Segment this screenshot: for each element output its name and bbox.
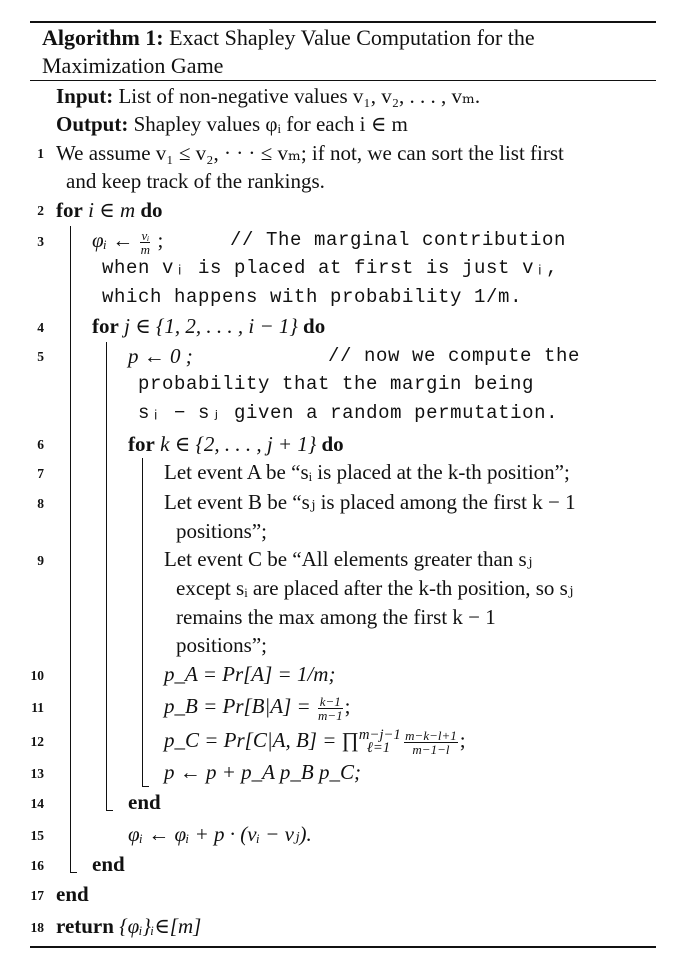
comment-text: // The marginal contribution <box>230 229 567 251</box>
step-line <box>176 631 267 659</box>
step-text: i ∈ m <box>82 198 141 222</box>
top-rule <box>30 21 656 23</box>
algorithm-title <box>42 24 642 80</box>
fraction-numerator: k−1 <box>319 693 341 709</box>
line-number: 10 <box>30 668 44 683</box>
input-text: List of non-negative values v₁, v₂, . . . , vₘ. <box>118 84 481 108</box>
step-line <box>164 692 350 722</box>
line-number: 12 <box>30 734 44 749</box>
keyword: return <box>56 914 114 938</box>
step-line <box>176 517 267 545</box>
line-number: 2 <box>37 203 44 218</box>
comment-text: sᵢ − sⱼ given a random permutation. <box>138 402 559 424</box>
line-number: 6 <box>37 437 44 452</box>
step-line <box>176 574 573 602</box>
keyword: end <box>92 852 125 876</box>
product-lower-bound: ℓ=1 <box>366 740 391 757</box>
step-text: Let event A be “sᵢ is placed at the k-th position”; <box>164 460 570 484</box>
step-line <box>56 880 89 908</box>
keyword: do <box>321 432 344 456</box>
comment <box>230 226 566 254</box>
for-block-bar <box>106 342 107 810</box>
step-text: positions”; <box>176 633 268 657</box>
bottom-rule <box>30 946 656 948</box>
fraction-denominator: m−1 <box>317 707 343 723</box>
step-line <box>164 458 570 486</box>
fraction <box>140 229 150 256</box>
step-text: ; <box>152 228 164 252</box>
step-line <box>164 726 466 756</box>
step-text: k ∈ {2, . . . , j + 1} <box>154 432 322 456</box>
for-block-end-tick <box>70 872 77 873</box>
for-block-bar <box>70 226 71 872</box>
line-number: 7 <box>37 466 44 481</box>
keyword: for <box>128 432 155 456</box>
line-number: 15 <box>30 828 44 843</box>
algorithm-label: Algorithm 1: <box>42 25 164 50</box>
step-text: φᵢ ← <box>92 228 139 252</box>
for-block-end-tick <box>106 810 113 811</box>
step-line <box>128 820 312 848</box>
line-number: 1 <box>37 146 44 161</box>
line-number: 13 <box>30 766 44 781</box>
step-line <box>92 226 163 256</box>
output-text: Shapley values φᵢ for each i ∈ m <box>133 112 408 136</box>
step-text: except sᵢ are placed after the k-th position, so sⱼ <box>176 576 574 600</box>
step-text: {φᵢ}ᵢ∈[m] <box>113 914 202 938</box>
step-line <box>176 603 496 631</box>
step-line <box>164 758 361 786</box>
line-number: 5 <box>37 349 44 364</box>
comment <box>102 283 522 311</box>
line-number: 14 <box>30 796 44 811</box>
step-text: Let event C be “All elements greater than sⱼ <box>164 547 533 571</box>
output-line <box>56 110 408 138</box>
keyword: for <box>56 198 83 222</box>
fraction-numerator: m−k−l+1 <box>405 727 457 743</box>
comment-text: which happens with probability 1/m. <box>102 286 523 308</box>
line-number: 4 <box>37 320 44 335</box>
step-text: We assume v₁ ≤ v₂, · · · ≤ vₘ; if not, we can sort the list first <box>56 141 564 165</box>
input-label: Input: <box>56 84 114 108</box>
step-text: p_C = Pr[C|A, B] = ∏ <box>164 728 359 752</box>
step-text: ; <box>344 694 351 718</box>
keyword: end <box>56 882 89 906</box>
step-text: ; <box>459 728 466 752</box>
fraction-denominator: m−1−l <box>412 741 450 757</box>
step-text: Let event B be “sⱼ is placed among the first k − 1 <box>164 490 576 514</box>
comment-text: // now we compute the <box>328 345 581 367</box>
step-text: p_A = Pr[A] = 1/m; <box>164 662 336 686</box>
for-block-bar <box>142 458 143 786</box>
step-line <box>128 342 193 370</box>
fraction-numerator: vᵢ <box>141 227 150 243</box>
step-text: φᵢ ← φᵢ + p · (vᵢ − vⱼ). <box>128 822 312 846</box>
step-line <box>128 430 344 458</box>
step-text: and keep track of the rankings. <box>66 169 325 193</box>
product-upper-bound: m−j−1 <box>358 727 401 743</box>
fraction <box>404 729 458 756</box>
output-label: Output: <box>56 112 129 136</box>
fraction <box>318 695 343 722</box>
step-line <box>164 545 532 573</box>
title-rule <box>30 80 656 81</box>
line-number: 18 <box>30 920 44 935</box>
comment <box>102 254 558 282</box>
keyword: end <box>128 790 161 814</box>
comment <box>138 399 558 427</box>
step-line <box>128 788 161 816</box>
step-line <box>164 488 576 516</box>
step-line <box>56 196 163 224</box>
line-number: 17 <box>30 888 44 903</box>
for-block-end-tick <box>142 786 149 787</box>
algorithm-title-line2: Maximization Game <box>42 53 224 78</box>
keyword: for <box>92 314 119 338</box>
line-number: 8 <box>37 496 44 511</box>
comment <box>328 342 580 370</box>
comment-text: when vᵢ is placed at first is just vᵢ, <box>102 257 559 279</box>
line-number: 9 <box>37 553 44 568</box>
step-text: p ← 0 ; <box>128 344 193 368</box>
step-line <box>66 167 325 195</box>
algorithm-title-line1: Exact Shapley Value Computation for the <box>169 25 535 50</box>
step-text: positions”; <box>176 519 268 543</box>
step-line <box>92 850 125 878</box>
step-text: p ← p + p_A p_B p_C; <box>164 760 361 784</box>
step-line <box>56 139 564 167</box>
comment <box>138 370 534 398</box>
keyword: do <box>140 198 163 222</box>
keyword: do <box>303 314 326 338</box>
step-line <box>56 912 201 940</box>
step-text: remains the max among the first k − 1 <box>176 605 496 629</box>
step-line <box>92 312 325 340</box>
fraction-denominator: m <box>140 241 151 257</box>
step-text: p_B = Pr[B|A] = <box>164 694 316 718</box>
comment-text: probability that the margin being <box>138 373 535 395</box>
input-line <box>56 82 480 110</box>
step-text: j ∈ {1, 2, . . . , i − 1} <box>118 314 304 338</box>
line-number: 3 <box>37 234 44 249</box>
step-line <box>164 660 335 688</box>
line-number: 16 <box>30 858 44 873</box>
line-number: 11 <box>31 700 44 715</box>
